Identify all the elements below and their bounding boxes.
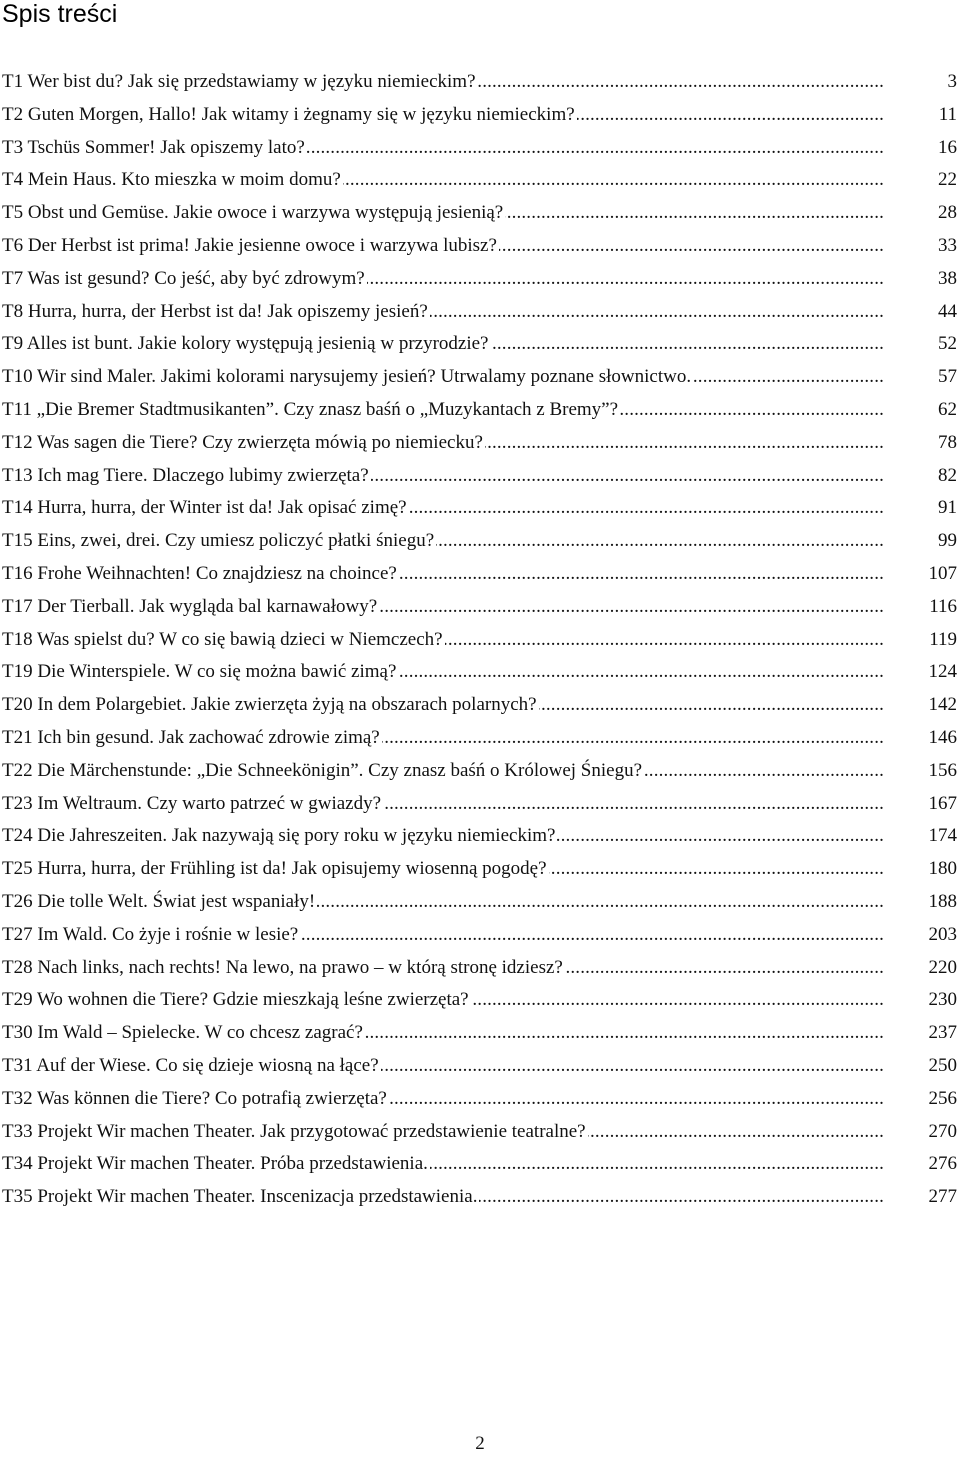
- page-number: 2: [475, 1433, 485, 1454]
- toc-entry-page: 156: [926, 756, 958, 786]
- toc-entry[interactable]: [0, 559, 960, 592]
- toc-entry-page: 250: [926, 1051, 958, 1081]
- toc-entry-title: T12 Was sagen die Tiere? Czy zwierzęta mówią po niemiecku?: [2, 428, 485, 458]
- toc-entry-title: T28 Nach links, nach rechts! Na lewo, na prawo – w którą stronę idziesz?: [2, 953, 565, 983]
- toc-entry[interactable]: [0, 1084, 960, 1117]
- toc-entry[interactable]: [0, 461, 960, 494]
- toc-entry[interactable]: [0, 526, 960, 559]
- toc-entry-title: T34 Projekt Wir machen Theater. Próba przedstawienia.: [2, 1149, 430, 1179]
- toc-entry-title: T21 Ich bin gesund. Jak zachować zdrowie zimą?: [2, 723, 382, 753]
- toc-entry-page: 230: [926, 985, 958, 1015]
- toc-entry-title: T5 Obst und Gemüse. Jakie owoce i warzywa występują jesienią?: [2, 198, 505, 228]
- toc-entry-title: T29 Wo wohnen die Tiere? Gdzie mieszkają leśne zwierzęta?: [2, 985, 471, 1015]
- toc-entry[interactable]: [0, 1051, 960, 1084]
- toc-entry-title: T22 Die Märchenstunde: „Die Schneekönigin”. Czy znasz baśń o Królowej Śniegu?: [2, 756, 644, 786]
- toc-entry-title: T4 Mein Haus. Kto mieszka w moim domu?: [2, 165, 343, 195]
- toc-entry[interactable]: [0, 854, 960, 887]
- toc-entry-page: 270: [926, 1117, 958, 1147]
- toc-entry[interactable]: [0, 1182, 960, 1215]
- toc-entry[interactable]: [0, 100, 960, 133]
- toc-entry-title: T20 In dem Polargebiet. Jakie zwierzęta żyją na obszarach polarnych?: [2, 690, 539, 720]
- toc-entry-title: T15 Eins, zwei, drei. Czy umiesz policzyć płatki śniegu?: [2, 526, 436, 556]
- toc-entry-page: 44: [935, 297, 957, 327]
- toc-entry-title: T27 Im Wald. Co żyje i rośnie w lesie?: [2, 920, 300, 950]
- toc-entry[interactable]: [0, 920, 960, 953]
- toc-entry-title: T11 „Die Bremer Stadtmusikanten”. Czy znasz baśń o „Muzykantach z Bremy”?: [2, 395, 620, 425]
- toc-entry-page: 146: [926, 723, 958, 753]
- toc-entry[interactable]: [0, 198, 960, 231]
- toc-entry-title: T35 Projekt Wir machen Theater. Inscenizacja przedstawienia.: [2, 1182, 479, 1212]
- toc-entry-title: T33 Projekt Wir machen Theater. Jak przygotować przedstawienie teatralne?: [2, 1117, 588, 1147]
- toc-entry[interactable]: [0, 723, 960, 756]
- table-of-contents: [0, 67, 960, 1215]
- toc-entry-page: 38: [935, 264, 957, 294]
- toc-entry[interactable]: [0, 1018, 960, 1051]
- toc-entry-title: T19 Die Winterspiele. W co się można bawić zimą?: [2, 657, 398, 687]
- toc-entry-page: 57: [935, 362, 957, 392]
- toc-entry-page: 142: [926, 690, 958, 720]
- toc-entry-page: 167: [926, 789, 958, 819]
- toc-entry[interactable]: [0, 592, 960, 625]
- toc-entry-title: T7 Was ist gesund? Co jeść, aby być zdrowym?: [2, 264, 367, 294]
- toc-entry-page: 99: [935, 526, 957, 556]
- toc-entry-title: T14 Hurra, hurra, der Winter ist da! Jak opisać zimę?: [2, 493, 409, 523]
- toc-entry-title: T18 Was spielst du? W co się bawią dzieci w Niemczech?: [2, 625, 445, 655]
- toc-entry-page: 28: [935, 198, 957, 228]
- toc-entry[interactable]: [0, 297, 960, 330]
- toc-entry-page: 107: [926, 559, 958, 589]
- toc-entry-page: 220: [926, 953, 958, 983]
- toc-entry-title: T25 Hurra, hurra, der Frühling ist da! Jak opisujemy wiosenną pogodę?: [2, 854, 549, 884]
- toc-entry[interactable]: [0, 1149, 960, 1182]
- toc-entry-page: 124: [926, 657, 958, 687]
- toc-entry[interactable]: [0, 887, 960, 920]
- toc-entry-title: T3 Tschüs Sommer! Jak opiszemy lato?: [2, 133, 307, 163]
- toc-entry[interactable]: [0, 133, 960, 166]
- toc-entry[interactable]: [0, 264, 960, 297]
- toc-entry[interactable]: [0, 493, 960, 526]
- toc-entry-title: T26 Die tolle Welt. Świat jest wspaniały!: [2, 887, 317, 917]
- toc-entry-title: T10 Wir sind Maler. Jakimi kolorami narysujemy jesień? Utrwalamy poznane słownictwo.: [2, 362, 693, 392]
- page-title: Spis treści: [2, 0, 118, 28]
- toc-entry-title: T8 Hurra, hurra, der Herbst ist da! Jak opiszemy jesień?: [2, 297, 430, 327]
- toc-entry-title: T2 Guten Morgen, Hallo! Jak witamy i żegnamy się w języku niemieckim?: [2, 100, 577, 130]
- toc-entry-page: 180: [926, 854, 958, 884]
- toc-entry-title: T23 Im Weltraum. Czy warto patrzeć w gwiazdy?: [2, 789, 383, 819]
- toc-entry[interactable]: [0, 428, 960, 461]
- toc-entry-title: T6 Der Herbst ist prima! Jakie jesienne owoce i warzywa lubisz?: [2, 231, 499, 261]
- toc-entry-page: 11: [936, 100, 957, 130]
- toc-entry[interactable]: [0, 165, 960, 198]
- toc-entry-title: T16 Frohe Weihnachten! Co znajdziesz na choince?: [2, 559, 399, 589]
- toc-entry-page: 277: [926, 1182, 958, 1212]
- toc-entry-page: 276: [926, 1149, 958, 1179]
- toc-entry-page: 52: [935, 329, 957, 359]
- toc-entry-title: T1 Wer bist du? Jak się przedstawiamy w języku niemieckim?: [2, 67, 478, 97]
- toc-entry-title: T24 Die Jahreszeiten. Jak nazywają się pory roku w języku niemieckim?: [2, 821, 557, 851]
- toc-entry[interactable]: [0, 1117, 960, 1150]
- toc-entry-page: 16: [935, 133, 957, 163]
- toc-entry-title: T17 Der Tierball. Jak wygląda bal karnawałowy?: [2, 592, 379, 622]
- toc-entry[interactable]: [0, 67, 960, 100]
- toc-entry[interactable]: [0, 329, 960, 362]
- toc-entry-title: T9 Alles ist bunt. Jakie kolory występują jesienią w przyrodzie?: [2, 329, 491, 359]
- toc-entry[interactable]: [0, 395, 960, 428]
- toc-entry-page: 82: [935, 461, 957, 491]
- toc-entry[interactable]: [0, 362, 960, 395]
- toc-entry[interactable]: [0, 657, 960, 690]
- toc-entry[interactable]: [0, 690, 960, 723]
- toc-entry[interactable]: [0, 953, 960, 986]
- toc-entry-page: 22: [935, 165, 957, 195]
- toc-entry-page: 188: [926, 887, 958, 917]
- toc-entry-page: 78: [935, 428, 957, 458]
- toc-entry[interactable]: [0, 231, 960, 264]
- toc-entry[interactable]: [0, 985, 960, 1018]
- toc-entry[interactable]: [0, 756, 960, 789]
- toc-entry[interactable]: [0, 625, 960, 658]
- toc-entry[interactable]: [0, 821, 960, 854]
- toc-entry-page: 203: [926, 920, 958, 950]
- toc-entry-page: 256: [926, 1084, 958, 1114]
- toc-entry-page: 116: [926, 592, 957, 622]
- toc-entry-title: T32 Was können die Tiere? Co potrafią zwierzęta?: [2, 1084, 389, 1114]
- toc-entry-title: T13 Ich mag Tiere. Dlaczego lubimy zwierzęta?: [2, 461, 371, 491]
- toc-entry-page: 237: [926, 1018, 958, 1048]
- toc-entry-page: 91: [935, 493, 957, 523]
- toc-entry-page: 62: [935, 395, 957, 425]
- toc-entry[interactable]: [0, 789, 960, 822]
- toc-entry-page: 174: [926, 821, 958, 851]
- toc-entry-page: 33: [935, 231, 957, 261]
- toc-entry-title: T30 Im Wald – Spielecke. W co chcesz zagrać?: [2, 1018, 365, 1048]
- toc-entry-page: 3: [945, 67, 958, 97]
- toc-entry-page: 119: [926, 625, 957, 655]
- toc-entry-title: T31 Auf der Wiese. Co się dzieje wiosną na łące?: [2, 1051, 381, 1081]
